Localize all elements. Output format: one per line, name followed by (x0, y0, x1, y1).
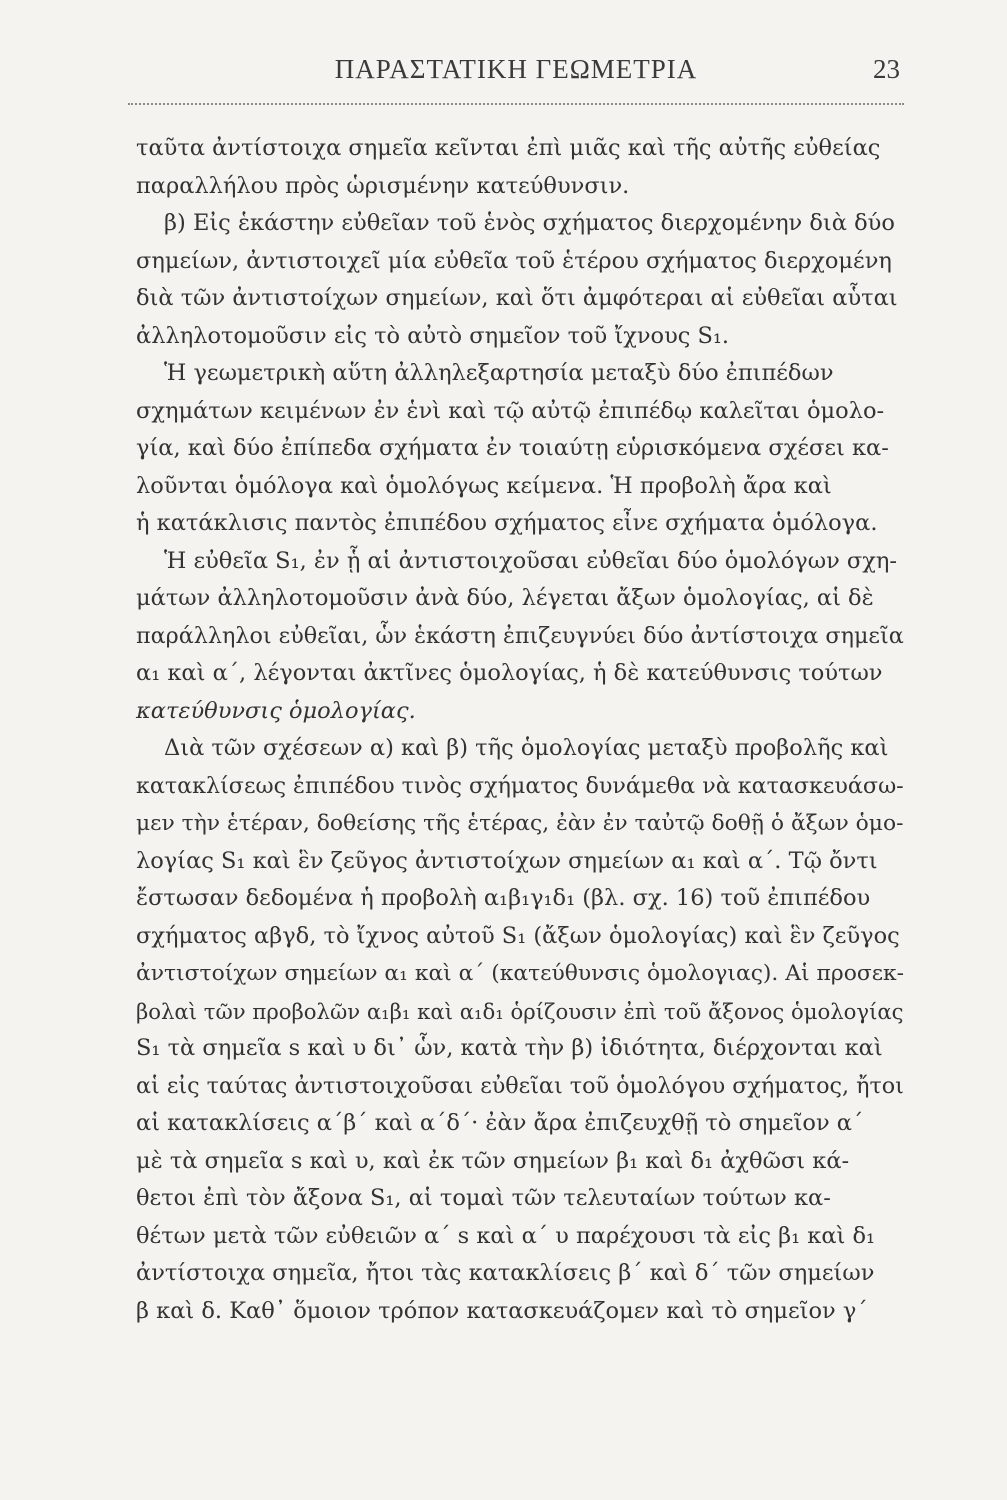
text-line: αἱ κατακλίσεις α΄β΄ καὶ α΄δ΄· ἐὰν ἄρα ἐπιζευχθῇ τὸ σημεῖον α΄ (136, 1110, 864, 1136)
running-title: ΠΑΡΑΣΤΑΤΙΚΗ ΓΕΩΜΕΤΡΙΑ (334, 54, 698, 84)
text-line: μάτων ἀλληλοτομοῦσιν ἀνὰ δύο, λέγεται ἄξων ὁμολογίας, αἱ δὲ (136, 585, 874, 611)
text-line: ἔστωσαν δεδομένα ἡ προβολὴ α₁β₁γ₁δ₁ (βλ. σχ. 16) τοῦ ἐπιπέδου (136, 885, 871, 911)
text-line: ἀλληλοτομοῦσιν εἰς τὸ αὐτὸ σημεῖον τοῦ ἴχνους S₁. (136, 322, 730, 349)
text-line: β) Εἰς ἑκάστην εὐθεῖαν τοῦ ἑνὸς σχήματος διερχομένην διὰ δύο (164, 210, 895, 236)
text-line: ἡ κατάκλισις παντὸς ἐπιπέδου σχήματος εἶνε σχήματα ὁμόλογα. (136, 510, 878, 536)
text-line: παραλλήλου πρὸς ὡρισμένην κατεύθυνσιν. (136, 172, 630, 199)
text-line: διὰ τῶν ἀντιστοίχων σημείων, καὶ ὅτι ἀμφότεραι αἱ εὐθεῖαι αὗται (136, 285, 898, 311)
text-line: θετοι ἐπὶ τὸν ἄξονα S₁, αἱ τομαὶ τῶν τελευταίων τούτων κα- (136, 1185, 831, 1211)
text-line: κατεύθυνσις ὁμολογίας. (136, 697, 416, 724)
text-line: σχήματος αβγδ, τὸ ἴχνος αὐτοῦ S₁ (ἄξων ὁμολογίας) καὶ ἓν ζεῦγος (136, 922, 900, 949)
body-text (136, 130, 908, 1330)
text-line: Ἡ εὐθεῖα S₁, ἐν ᾗ αἱ ἀντιστοιχοῦσαι εὐθεῖαι δύο ὁμολόγων σχη- (164, 547, 897, 574)
text-line: σημείων, ἀντιστοιχεῖ μία εὐθεῖα τοῦ ἑτέρου σχήματος διερχομένη (136, 247, 892, 274)
text-line: σχημάτων κειμένων ἐν ἑνὶ καὶ τῷ αὐτῷ ἐπιπέδῳ καλεῖται ὁμολο- (136, 397, 885, 424)
text-line: Διὰ τῶν σχέσεων α) καὶ β) τῆς ὁμολογίας μεταξὺ προβολῆς καὶ (164, 735, 889, 761)
text-line: μὲ τὰ σημεῖα s καὶ υ, καὶ ἐκ τῶν σημείων β₁ καὶ δ₁ ἀχθῶσι κά- (136, 1147, 850, 1174)
text-line: μεν τὴν ἑτέραν, δοθείσης τῆς ἑτέρας, ἐὰν ἐν ταὐτῷ δοθῇ ὁ ἄξων ὁμο- (136, 811, 904, 836)
text-line: βολαὶ τῶν προβολῶν α₁β₁ καὶ α₁δ₁ ὁρίζουσιν ἐπὶ τοῦ ἄξονος ὁμολογίας (136, 998, 904, 1024)
text-line: S₁ τὰ σημεῖα s καὶ υ δι᾽ ὧν, κατὰ τὴν β) ἰδιότητα, διέρχονται καὶ (136, 1035, 883, 1061)
page-number: 23 (873, 54, 900, 84)
text-line: ἀντίστοιχα σημεῖα, ἤτοι τὰς κατακλίσεις β΄ καὶ δ΄ τῶν σημείων (136, 1260, 875, 1286)
text-line: Ἡ γεωμετρικὴ αὕτη ἀλληλεξαρτησία μεταξὺ δύο ἐπιπέδων (164, 360, 834, 386)
text-line: γία, καὶ δύο ἐπίπεδα σχήματα ἐν τοιαύτῃ εὑρισκόμενα σχέσει κα- (136, 435, 889, 461)
text-line: ταῦτα ἀντίστοιχα σημεῖα κεῖνται ἐπὶ μιᾶς καὶ τῆς αὐτῆς εὐθείας (136, 135, 881, 161)
text-line: θέτων μετὰ τῶν εὐθειῶν α΄ s καὶ α΄ υ παρέχουσι τὰ εἰς β₁ καὶ δ₁ (136, 1222, 876, 1249)
text-line: λοῦνται ὁμόλογα καὶ ὁμολόγως κείμενα. Ἡ προβολὴ ἄρα καὶ (136, 472, 832, 499)
text-line: ἀντιστοίχων σημείων α₁ καὶ α΄ (κατεύθυνσις ὁμολογιας). Αἱ προσεκ- (136, 961, 905, 986)
text-line: κατακλίσεως ἐπιπέδου τινὸς σχήματος δυνάμεθα νὰ κατασκευάσω- (136, 772, 904, 799)
text-line: β καὶ δ. Καθ᾽ ὅμοιον τρόπον κατασκευάζομεν καὶ τὸ σημεῖον γ΄ (136, 1297, 868, 1324)
text-line: λογίας S₁ καὶ ἓν ζεῦγος ἀντιστοίχων σημείων α₁ καὶ α΄. Τῷ ὄντι (136, 847, 878, 874)
page-header (128, 54, 904, 98)
header-rule (128, 103, 904, 105)
text-line: αἱ εἰς ταύτας ἀντιστοιχοῦσαι εὐθεῖαι τοῦ ὁμολόγου σχήματος, ἤτοι (136, 1072, 904, 1099)
text-line: παράλληλοι εὐθεῖαι, ὧν ἑκάστη ἐπιζευγνύει δύο ἀντίστοιχα σημεῖα (136, 622, 904, 649)
text-line: α₁ καὶ α΄, λέγονται ἀκτῖνες ὁμολογίας, ἡ δὲ κατεύθυνσις τούτων (136, 660, 883, 686)
